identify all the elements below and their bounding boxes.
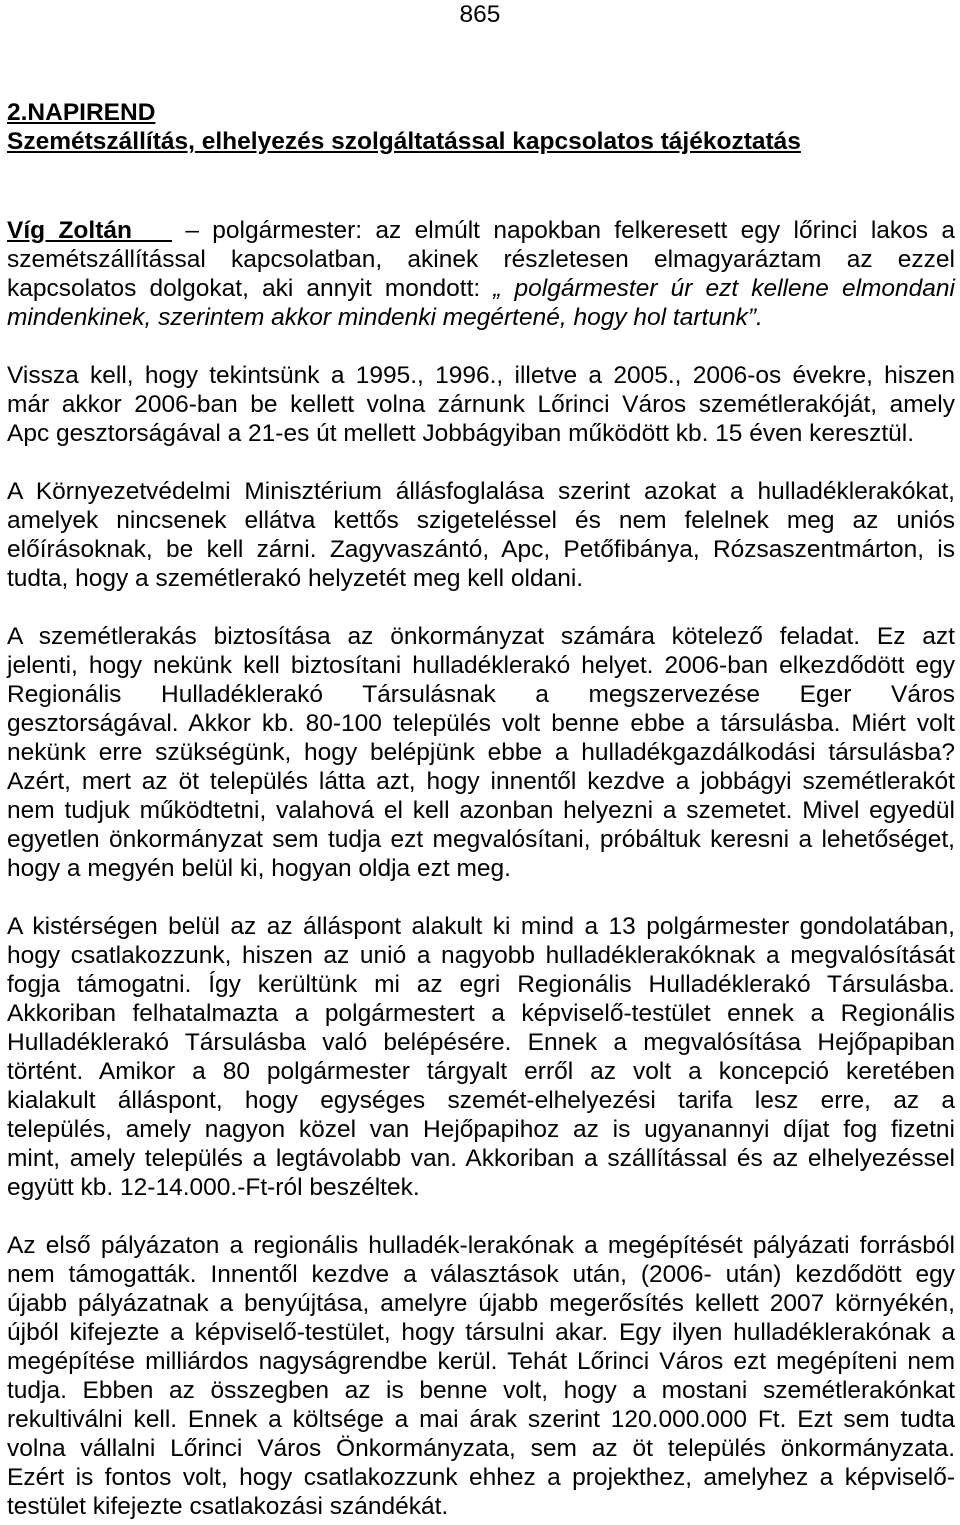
paragraph-line: A szemétlerakás biztosítása az önkormányzat számára kötelező feladat. Ez azt bbox=[7, 623, 955, 650]
paragraph-line: tudta, hogy a szemétlerakó helyzetét meg kell oldani. bbox=[7, 565, 584, 592]
paragraph-line: hogy a megyén belül ki, hogyan oldja ezt meg. bbox=[7, 855, 511, 882]
paragraph-line: A Környezetvédelmi Minisztérium állásfoglalása szerint azokat a hulladéklerakókat, bbox=[7, 478, 955, 505]
paragraph bbox=[7, 1231, 955, 1521]
paragraph-line: egyetlen önkormányzat sem tudja ezt megvalósítani, próbáltuk keresni a lehetőséget, bbox=[7, 826, 955, 853]
agenda-heading-row bbox=[7, 98, 955, 127]
paragraph-line: település, amely nagyon közel van Hejőpapihoz az is ugyanannyi díjat fog fizetni bbox=[7, 1116, 955, 1143]
paragraph-line: Az első pályázaton a regionális hulladék-lerakónak a megépítését pályázati forrásból bbox=[7, 1232, 955, 1259]
paragraph-line: fogja támogatni. Így kerültünk mi az egri Regionális Hulladéklerakó Társulásba. bbox=[7, 971, 955, 998]
paragraph-line: hogy csatlakozzunk, hiszen az unió a nagyobb hulladéklerakóknak a megvalósítását bbox=[7, 942, 955, 969]
paragraph-line: gesztorságával. Akkor kb. 80-100 település volt benne ebbe a társulásba. Miért volt bbox=[7, 710, 955, 737]
agenda-header bbox=[7, 98, 955, 156]
quote-text: „ polgármester úr ezt kellene elmondani bbox=[493, 275, 955, 302]
paragraph-line: amelyek nincsenek ellátva kettős szigeteléssel és nem felelnek meg az uniós bbox=[7, 507, 955, 534]
agenda-title-row bbox=[7, 127, 955, 156]
paragraph-line: testület kifejezte csatlakozási szándékát. bbox=[7, 1493, 449, 1520]
paragraph-line: nem támogatták. Innentől kezdve a választások után, (2006- után) kezdődött egy bbox=[7, 1261, 955, 1288]
paragraph-line: volna vállalni Lőrinci Város Önkormányzata, sem az öt település önkormányzata. bbox=[7, 1435, 955, 1462]
paragraph-line: Hulladéklerakó Társulásba való belépésére. Ennek a megvalósítása Hejőpapiban bbox=[7, 1029, 955, 1056]
paragraph-line: Regionális Hulladéklerakó Társulásnak a megszervezése Eger Város bbox=[7, 681, 955, 708]
speaker-name: Víg Zoltán bbox=[7, 217, 132, 244]
paragraph-line bbox=[7, 274, 955, 303]
paragraph-line: újabb pályázatnak a benyújtása, amelyre újabb megerősítés kellett 2007 környékén, bbox=[7, 1290, 955, 1317]
paragraph-line: már akkor 2006-ban be kellett volna zárnunk Lőrinci Város szemétlerakóját, amely bbox=[7, 391, 955, 418]
paragraph-line: Ezért is fontos volt, hogy csatlakozzunk ehhez a projekthez, amelyhez a képviselő- bbox=[7, 1464, 955, 1491]
paragraph-line: együtt kb. 12-14.000.-Ft-ról beszéltek. bbox=[7, 1174, 420, 1201]
paragraph-line: nem tudjuk működtetni, valahová el kell azonban helyezni a szemetet. Mivel egyedül bbox=[7, 797, 955, 824]
paragraph-line: tudja. Ebben az összegben az is benne volt, hogy a mostani szemétlerakónkat bbox=[7, 1377, 955, 1404]
agenda-item-number: 2.NAPIREND bbox=[7, 99, 156, 126]
speaker-underline-gap bbox=[132, 217, 172, 244]
paragraph bbox=[7, 477, 955, 593]
paragraph-line: jelenti, hogy nekünk kell biztosítani hulladéklerakó helyet. 2006-ban elkezdődött egy bbox=[7, 652, 955, 679]
statement-paragraph bbox=[7, 216, 955, 332]
page-number: 865 bbox=[459, 1, 501, 28]
paragraph bbox=[7, 361, 955, 448]
paragraph-line: szemétszállítással kapcsolatban, akinek részletesen elmagyaráztam az ezzel bbox=[7, 246, 955, 273]
paragraph-line: A kistérségen belül az az álláspont alakult ki mind a 13 polgármester gondolatában, bbox=[7, 913, 955, 940]
paragraph-line: történt. Amikor a 80 polgármester tárgyalt erről az volt a koncepció keretében bbox=[7, 1058, 955, 1085]
paragraph-line: előírásoknak, be kell zárni. Zagyvaszántó, Apc, Petőfibánya, Rózsaszentmárton, is bbox=[7, 536, 955, 563]
paragraph-line: Akkoriban felhatalmazta a polgármestert a képviselő-testület ennek a Regionális bbox=[7, 1000, 955, 1027]
paragraph bbox=[7, 622, 955, 883]
quote-line: mindenkinek, szerintem akkor mindenki megértené, hogy hol tartunk”. bbox=[7, 304, 763, 331]
paragraph-line: Azért, mert az öt település látta azt, hogy innentől kezdve a jobbágyi szemétlerakót bbox=[7, 768, 955, 795]
paragraph-line: újból kifejezte a képviselő-testület, hogy társulni akar. Egy ilyen hulladéklerakónak a bbox=[7, 1319, 955, 1346]
paragraph bbox=[7, 912, 955, 1202]
paragraph-line: kialakult álláspont, hogy egységes szemét-elhelyezési tarifa lesz erre, az a bbox=[7, 1087, 955, 1114]
statement-text: kapcsolatos dolgokat, aki annyit mondott: bbox=[7, 275, 481, 302]
paragraph-line: Vissza kell, hogy tekintsünk a 1995., 1996., illetve a 2005., 2006-os évekre, hiszen bbox=[7, 362, 955, 389]
paragraph-line bbox=[7, 216, 955, 245]
paragraph-line: rekultiválni kell. Ennek a költsége a mai árak szerint 120.000.000 Ft. Ezt sem tudta bbox=[7, 1406, 955, 1433]
speaker-role-text: – polgármester: az elmúlt napokban felkeresett egy lőrinci lakos a bbox=[185, 217, 956, 244]
paragraph-line: Apc gesztorságával a 21-es út mellett Jobbágyiban működött kb. 15 éven keresztül. bbox=[7, 420, 915, 447]
paragraph-line: megépítése milliárdos nagyságrendbe kerül. Tehát Lőrinci Város ezt megépíteni nem bbox=[7, 1348, 955, 1375]
paragraph-line: mint, amely település a legtávolabb van. Akkoriban a szállítással és az elhelyezéssel bbox=[7, 1145, 955, 1172]
paragraph-line: nekünk erre szükségünk, hogy belépjünk ebbe a hulladékgazdálkodási társulásba? bbox=[7, 739, 955, 766]
document-body bbox=[7, 98, 955, 1521]
agenda-item-title: Szemétszállítás, elhelyezés szolgáltatással kapcsolatos tájékoztatás bbox=[7, 128, 801, 155]
